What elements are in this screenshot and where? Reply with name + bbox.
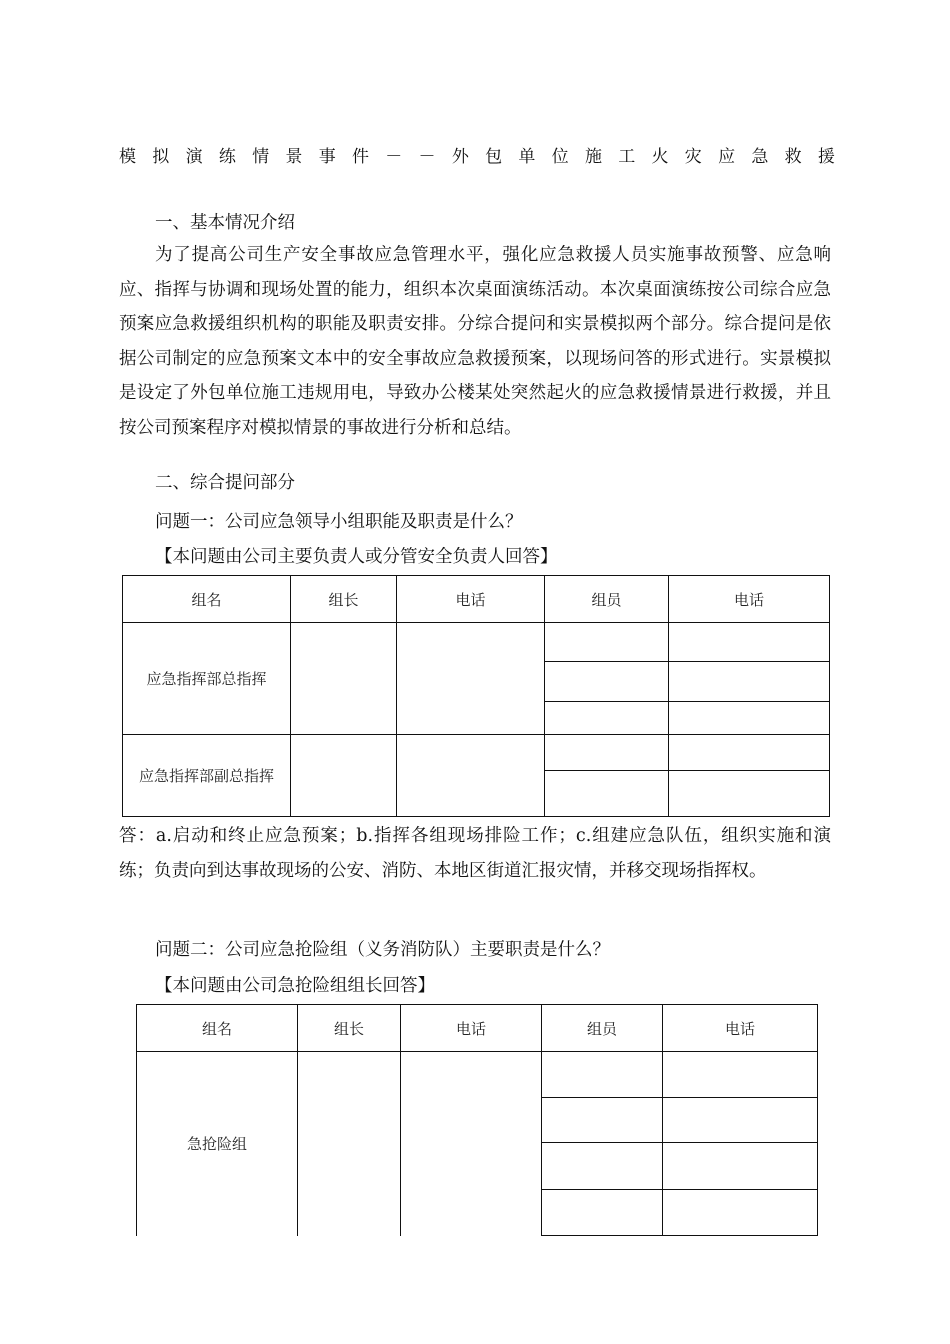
member-phone-cell — [669, 702, 830, 735]
member-cell — [545, 702, 669, 735]
question2-note: 【本问题由公司急抢险组组长回答】 — [155, 976, 435, 996]
section1-heading: 一、基本情况介绍 — [155, 213, 295, 233]
title-char: － — [385, 147, 403, 167]
header-group-name: 组名 — [137, 1005, 298, 1052]
question2-table — [136, 1004, 818, 1236]
header-phone: 电话 — [397, 576, 545, 623]
phone-cell — [401, 1052, 542, 1236]
phone-cell — [397, 735, 545, 817]
table-header-row — [137, 1005, 818, 1052]
member-phone-cell — [663, 1052, 818, 1098]
member-phone-cell — [669, 662, 830, 702]
member-cell — [542, 1052, 663, 1098]
question1-table — [122, 575, 830, 817]
header-member-phone: 电话 — [663, 1005, 818, 1052]
title-char: 援 — [817, 147, 835, 167]
section2-heading: 二、综合提问部分 — [155, 473, 295, 493]
section1-paragraph: 为了提高公司生产安全事故应急管理水平，强化应急救援人员实施事故预警、应急响应、指挥与协调和现场处置的能力，组织本次桌面演练活动。本次桌面演练按公司综合应急预案应急救援组织机构的职能及职责安排。分综合提问和实景模拟两个部分。综合提问是依据公司制定的应急预案文本中的安全事故应急救援预案，以现场问答的形式进行。实景模拟是设定了外包单位施工违规用电，导致办公楼某处突然起火的应急救援情景进行救援，并且按公司预案程序对模拟情景的事故进行分析和总结。 — [119, 245, 831, 438]
table-row — [123, 623, 830, 662]
member-phone-cell — [669, 623, 830, 662]
header-group-name: 组名 — [123, 576, 291, 623]
document-title — [119, 142, 835, 167]
title-char: 情 — [252, 147, 270, 167]
member-cell — [545, 662, 669, 702]
title-char: 景 — [285, 147, 303, 167]
title-char: 救 — [784, 147, 802, 167]
title-char: 拟 — [152, 147, 170, 167]
question2-text: 问题二：公司应急抢险组（义务消防队）主要职责是什么？ — [155, 940, 610, 960]
table-header-row — [123, 576, 830, 623]
title-char: 外 — [451, 147, 469, 167]
leader-cell — [298, 1052, 401, 1236]
member-cell — [545, 771, 669, 817]
member-cell — [542, 1098, 663, 1143]
header-phone: 电话 — [401, 1005, 542, 1052]
title-char: 急 — [751, 147, 769, 167]
member-cell — [545, 735, 669, 771]
title-char: 位 — [551, 147, 569, 167]
member-phone-cell — [669, 735, 830, 771]
question1-answer: 答：a.启动和终止应急预案；b.指挥各组现场排险工作；c.组建应急队伍，组织实施和演练；负责向到达事故现场的公安、消防、本地区街道汇报灾情，并移交现场指挥权。 — [119, 826, 831, 881]
header-member-phone: 电话 — [669, 576, 830, 623]
question1-text: 问题一：公司应急领导小组职能及职责是什么？ — [155, 512, 523, 532]
leader-cell — [291, 623, 397, 735]
title-char: 练 — [218, 147, 236, 167]
member-cell — [545, 623, 669, 662]
member-phone-cell — [663, 1143, 818, 1190]
title-char: 应 — [718, 147, 736, 167]
header-member: 组员 — [545, 576, 669, 623]
title-char: 施 — [584, 147, 602, 167]
group-commander: 应急指挥部总指挥 — [123, 623, 291, 735]
group-emergency-rescue: 急抢险组 — [137, 1052, 298, 1236]
header-member: 组员 — [542, 1005, 663, 1052]
title-char: 演 — [185, 147, 203, 167]
title-char: － — [418, 147, 436, 167]
title-char: 火 — [651, 147, 669, 167]
title-char: 包 — [485, 147, 503, 167]
member-phone-cell — [663, 1098, 818, 1143]
member-cell — [542, 1143, 663, 1190]
member-phone-cell — [663, 1190, 818, 1236]
table-row — [123, 735, 830, 771]
phone-cell — [397, 623, 545, 735]
table-row — [137, 1052, 818, 1098]
title-char: 灾 — [684, 147, 702, 167]
header-leader: 组长 — [298, 1005, 401, 1052]
title-char: 事 — [318, 147, 336, 167]
question1-note: 【本问题由公司主要负责人或分管安全负责人回答】 — [155, 547, 558, 567]
title-char: 件 — [351, 147, 369, 167]
member-cell — [542, 1190, 663, 1236]
title-char: 单 — [518, 147, 536, 167]
member-phone-cell — [669, 771, 830, 817]
title-char: 工 — [618, 147, 636, 167]
title-char: 模 — [119, 147, 136, 167]
leader-cell — [291, 735, 397, 817]
group-deputy-commander: 应急指挥部副总指挥 — [123, 735, 291, 817]
header-leader: 组长 — [291, 576, 397, 623]
